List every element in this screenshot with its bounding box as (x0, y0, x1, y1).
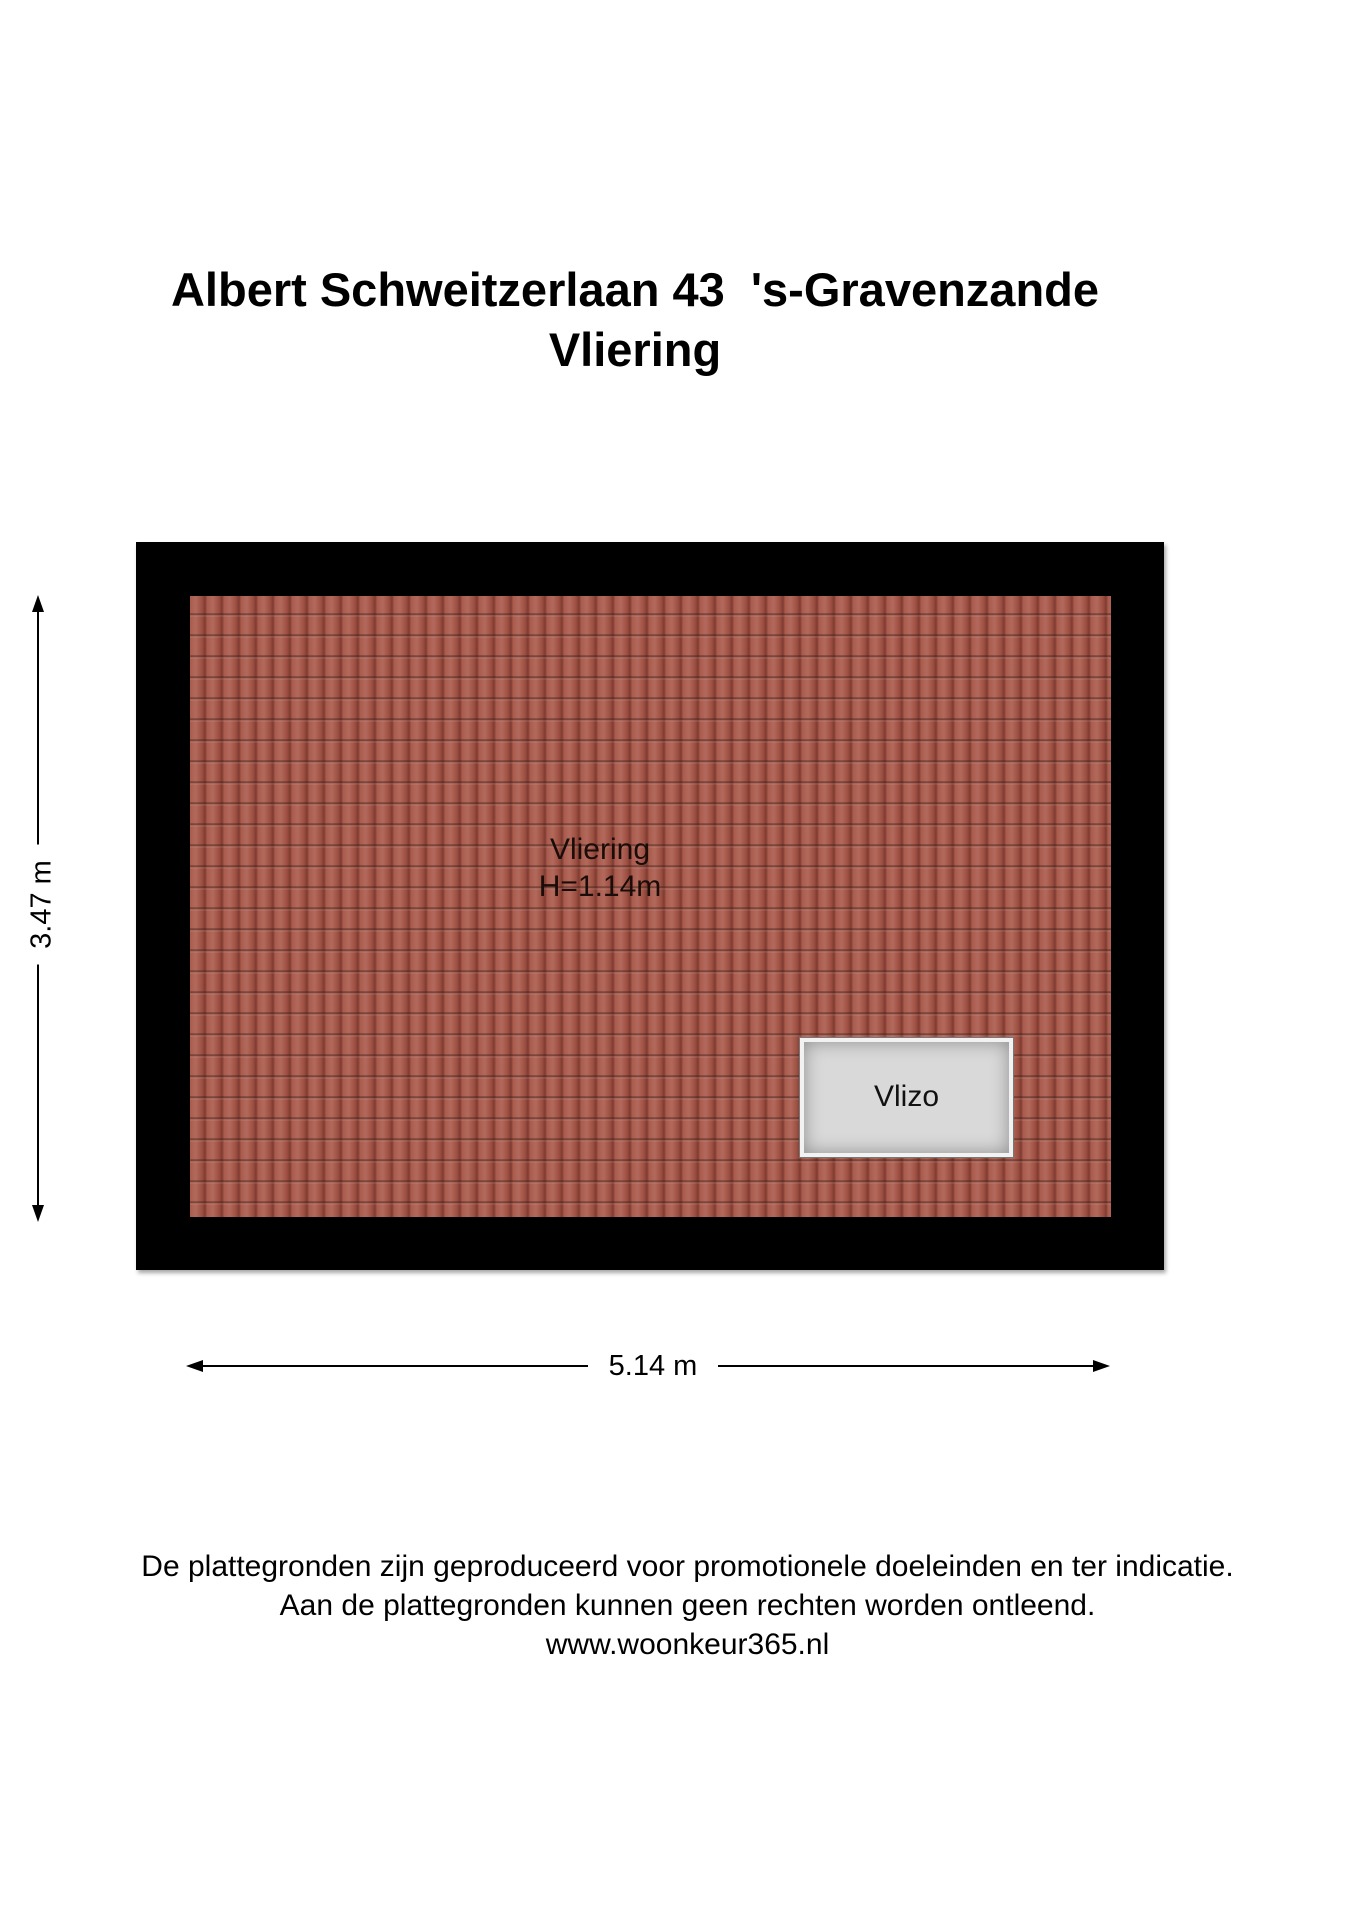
disclaimer-line-1: De plattegronden zijn geproduceerd voor promotionele doeleinden en ter indicatie. (141, 1550, 1234, 1583)
attic-hatch (800, 1038, 1013, 1157)
arrow-down-icon (32, 1205, 44, 1222)
floor-title: Vliering (548, 323, 722, 376)
depth-dimension-label: 3.47 m (26, 845, 59, 965)
address-title: Albert Schweitzerlaan 43 's-Gravenzande (170, 263, 1100, 316)
room-height: H=1.14m (538, 870, 662, 903)
hatch-label: Vlizo (873, 1080, 940, 1113)
disclaimer-line-2: Aan de plattegronden kunnen geen rechten worden ontleend. (279, 1589, 1096, 1622)
floor-plan (136, 542, 1164, 1270)
room-label (490, 831, 710, 905)
website-link[interactable]: www.woonkeur365.nl (545, 1628, 830, 1661)
arrow-up-icon (32, 595, 44, 612)
arrow-right-icon (1093, 1360, 1110, 1372)
roof-tile-area (190, 596, 1111, 1217)
width-dimension-label: 5.14 m (588, 1350, 718, 1383)
arrow-left-icon (186, 1360, 203, 1372)
room-name: Vliering (549, 833, 651, 866)
